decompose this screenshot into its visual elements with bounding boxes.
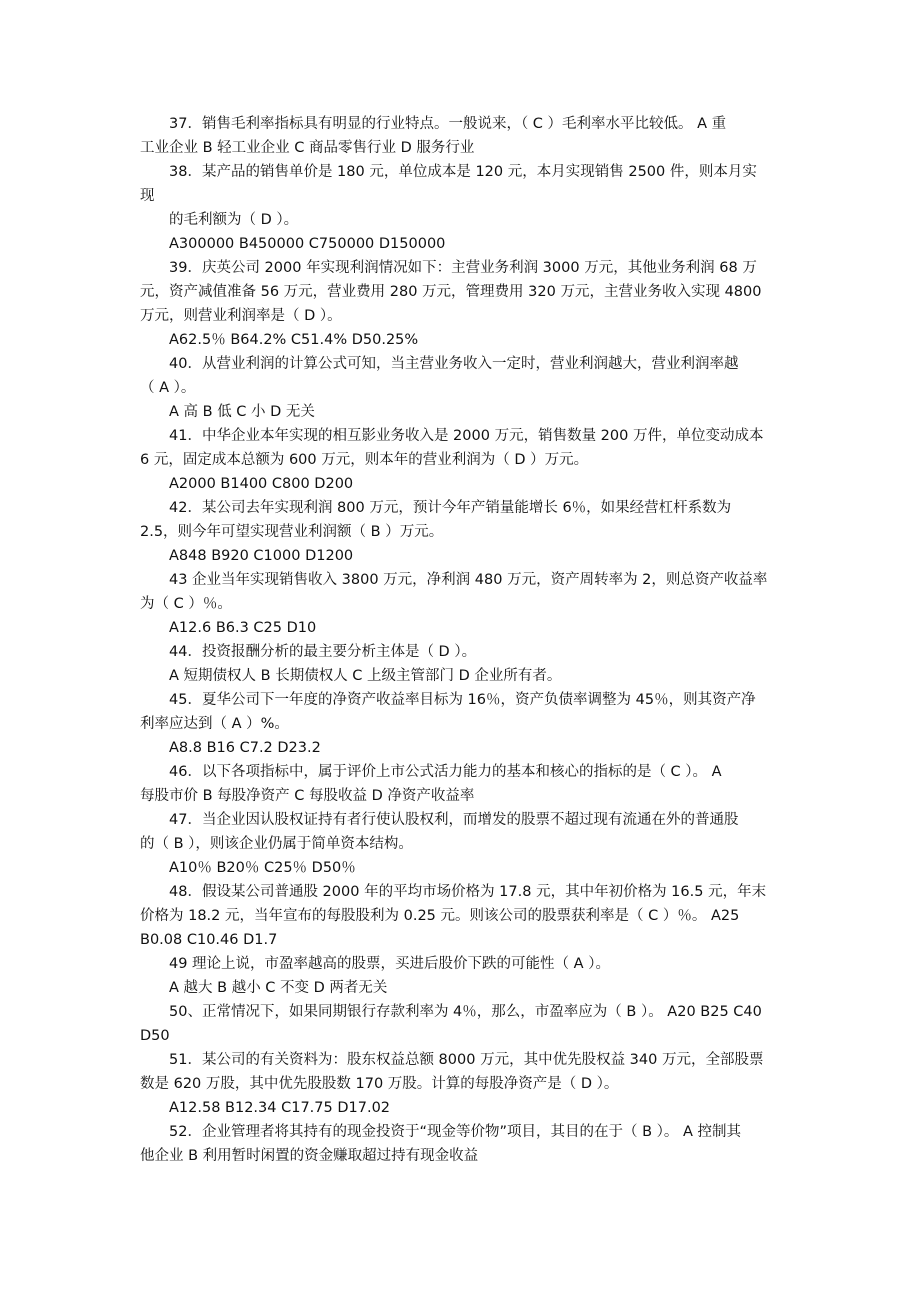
text-line: A300000 B450000 C750000 D150000 (169, 236, 446, 252)
text-line: 47．当企业因认股权证持有者行使认股权利，而增发的股票不超过现有流通在外的普通股 (169, 812, 739, 828)
text-line: 元，资产减值准备 56 万元，营业费用 280 万元，管理费用 320 万元，主营业务收入实现 4800 (140, 284, 762, 300)
text-line: 43 企业当年实现销售收入 3800 万元，净利润 480 万元，资产周转率为 2，则总资产收益率 (169, 572, 768, 588)
text-line: 的（ B ），则该企业仍属于简单资本结构。 (140, 836, 413, 852)
text-line: 工业企业 B 轻工业企业 C 商品零售行业 D 服务行业 (140, 140, 475, 156)
text-line: 万元，则营业利润率是（ D ）。 (140, 308, 342, 324)
text-line: A848 B920 C1000 D1200 (169, 548, 354, 564)
text-line: 51．某公司的有关资料为：股东权益总额 8000 万元，其中优先股权益 340 万元，全部股票 (169, 1052, 764, 1068)
text-line: 41．中华企业本年实现的相互影业务收入是 2000 万元，销售数量 200 万件，单位变动成本 (169, 428, 764, 444)
text-line: D50 (140, 1028, 170, 1044)
text-line: A 短期债权人 B 长期债权人 C 上级主管部门 D 企业所有者。 (169, 668, 562, 684)
text-line: 数是 620 万股，其中优先股股数 170 万股。计算的每股净资产是（ D ）。 (140, 1076, 619, 1092)
text-line: 价格为 18.2 元，当年宣布的每股股利为 0.25 元。则该公司的股票获利率是（ C ）％。 A25 (140, 908, 740, 924)
text-line: 为（ C ）％。 (140, 596, 232, 612)
text-line: A62.5％ B64.2% C51.4% D50.25% (169, 332, 419, 348)
text-line: 40．从营业利润的计算公式可知，当主营业务收入一定时，营业利润越大，营业利润率越 (169, 356, 739, 372)
text-line: 利率应达到（ A ）%。 (140, 716, 289, 732)
text-line: 他企业 B 利用暂时闲置的资金赚取超过持有现金收益 (140, 1148, 479, 1164)
text-line: 6 元，固定成本总额为 600 万元，则本年的营业利润为（ D ）万元。 (140, 452, 589, 468)
text-line: （ A ）。 (140, 380, 196, 396)
text-line: 45．夏华公司下一年度的净资产收益率目标为 16％，资产负债率调整为 45％，则其资产净 (169, 692, 756, 708)
text-line: 每股市价 B 每股净资产 C 每股收益 D 净资产收益率 (140, 788, 475, 804)
text-line: A10％ B20％ C25％ D50％ (169, 860, 356, 876)
text-line: 的毛利额为（ D ）。 (169, 212, 299, 228)
text-line: A12.6 B6.3 C25 D10 (169, 620, 317, 636)
text-line: A8.8 B16 C7.2 D23.2 (169, 740, 321, 756)
text-line: 2.5，则今年可望实现营业利润额（ B ）万元。 (140, 524, 444, 540)
text-line: 38．某产品的销售单价是 180 元，单位成本是 120 元，本月实现销售 2500 件，则本月实 (169, 164, 757, 180)
text-line: 现 (140, 188, 155, 204)
text-line: A 高 B 低 C 小 D 无关 (169, 404, 315, 420)
text-line: 46．以下各项指标中，属于评价上市公式活力能力的基本和核心的指标的是（ C ）。 A (169, 764, 722, 780)
text-line: A2000 B1400 C800 D200 (169, 476, 354, 492)
text-line: A 越大 B 越小 C 不变 D 两者无关 (169, 980, 388, 996)
text-line: 48．假设某公司普通股 2000 年的平均市场价格为 17.8 元，其中年初价格为 16.5 元，年末 (169, 884, 767, 900)
text-line: 42．某公司去年实现利润 800 万元，预计今年产销量能增长 6％，如果经营杠杆系数为 (169, 500, 732, 516)
text-line: 44．投资报酬分析的最主要分析主体是（ D ）。 (169, 644, 477, 660)
text-line: 37．销售毛利率指标具有明显的行业特点。一般说来，（ C ）毛利率水平比较低。 A 重 (169, 116, 727, 132)
text-line: 50、正常情况下，如果同期银行存款利率为 4％，那么，市盈率应为（ B ）。 A20 B25 C40 (169, 1004, 762, 1020)
text-line: 52．企业管理者将其持有的现金投资于“现金等价物”项目，其目的在于（ B ）。 A 控制其 (169, 1124, 742, 1140)
document-body (140, 112, 785, 1168)
text-line: 49 理论上说，市盈率越高的股票，买进后股价下跌的可能性（ A ）。 (169, 956, 610, 972)
text-line: A12.58 B12.34 C17.75 D17.02 (169, 1100, 391, 1116)
text-line: B0.08 C10.46 D1.7 (140, 932, 278, 948)
text-line: 39．庆英公司 2000 年实现利润情况如下：主营业务利润 3000 万元，其他业务利润 68 万 (169, 260, 757, 276)
